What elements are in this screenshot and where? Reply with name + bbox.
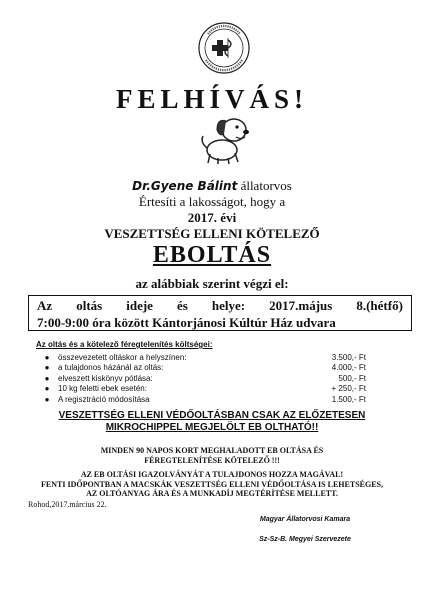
fee-amount: 1.500,- Ft — [331, 394, 366, 404]
bullet-icon: ● — [44, 373, 50, 383]
page-title: FELHÍVÁS! — [115, 84, 309, 114]
schedule-word: ideje — [126, 298, 153, 313]
condition-text: az alábbiak szerint végzi el: — [135, 276, 289, 291]
schedule-date: 2017.május — [269, 298, 333, 313]
schedule-word: helye: — [211, 298, 246, 313]
fee-item — [36, 394, 366, 405]
certificate-notice — [0, 470, 424, 499]
intro-line-3: VESZETTSÉG ELLENI KÖTELEZŐ — [104, 226, 320, 241]
age-notice-line-1: MINDEN 90 NAPOS KORT MEGHALADOTT EB OLTÁSA ÉS — [100, 446, 324, 455]
fee-label: A regisztráció módosítása — [58, 394, 150, 404]
place-date: Rohod,2017.március 22. — [28, 500, 107, 509]
fee-amount: 500,- Ft — [338, 373, 366, 383]
certificate-notice-line-2: FENTI IDŐPONTBAN A MACSKÁK VESZETTSÉG ELLENI VÉDŐOLTÁSA IS LEHETSÉGES, — [41, 479, 383, 489]
fees-heading: Az oltás és a kötelező féregtelenítés költségei: — [36, 340, 213, 349]
fee-item — [36, 373, 366, 384]
fee-amount: + 250,- Ft — [331, 384, 366, 394]
microchip-warning — [0, 410, 424, 434]
signature-org-2: Sz-Sz-B. Megyei Szervezete — [259, 536, 351, 543]
fee-label: a tulajdonos házánál az oltás: — [58, 363, 164, 373]
bullet-icon: ● — [44, 352, 50, 362]
schedule-row-1 — [37, 298, 403, 314]
schedule-box — [28, 295, 412, 331]
warning-line-2: MIKROCHIPPEL MEGJELÖLT EB OLTHATÓ!! — [105, 422, 319, 433]
schedule-word: és — [176, 298, 188, 313]
dog-illustration-icon — [196, 110, 254, 166]
certificate-notice-line-3: AZ OLTÓANYAG ÁRA ÉS A MUNKADÍJ MEGTÉRÍTÉSE MELLETT. — [86, 489, 338, 498]
intro-line-2: 2017. évi — [187, 210, 237, 225]
fee-item — [36, 352, 366, 363]
chamber-seal-icon — [188, 20, 260, 76]
age-notice — [0, 446, 424, 465]
vet-name: Dr.Gyene Bálint — [132, 179, 238, 193]
fee-label: elveszett kiskönyv pótlása: — [58, 373, 153, 383]
fees-list — [36, 352, 366, 405]
fee-label: 10 kg feletti ebek esetén: — [58, 384, 147, 394]
schedule-row-2: 7:00-9:00 óra között Kántorjánosi Kúltúr Ház udvara — [37, 315, 336, 330]
schedule-day: 8.(hétfő) — [356, 298, 403, 313]
age-notice-line-2: FÉREGTELENÍTÉSE KÖTELEZŐ !!! — [144, 455, 280, 465]
schedule-word: Az — [37, 298, 53, 313]
vet-line — [0, 178, 424, 194]
warning-line-1: VESZETTSÉG ELLENI VÉDŐOLTÁSBAN CSAK AZ ELŐZETESEN — [58, 410, 366, 421]
fee-item — [36, 363, 366, 374]
main-heading: EBOLTÁS — [152, 242, 272, 268]
fee-amount: 3.500,- Ft — [331, 352, 366, 362]
certificate-notice-line-1: AZ EB OLTÁSI IGAZOLVÁNYÁT A TULAJDONOS HOZZA MAGÁVAL! — [80, 470, 344, 479]
intro-line-1: Értesíti a lakosságot, hogy a — [138, 194, 286, 209]
bullet-icon: ● — [44, 394, 50, 404]
fee-label: összevezetett oltáskor a helyszínen: — [58, 352, 187, 362]
signature-org-1: Magyar Állatorvosi Kamara — [259, 516, 351, 523]
bullet-icon: ● — [44, 363, 50, 373]
fee-amount: 4.000,- Ft — [331, 363, 366, 373]
vet-role: állatorvos — [240, 178, 292, 193]
schedule-word: oltás — [76, 298, 103, 313]
bullet-icon: ● — [44, 384, 50, 394]
fee-item — [36, 384, 366, 395]
